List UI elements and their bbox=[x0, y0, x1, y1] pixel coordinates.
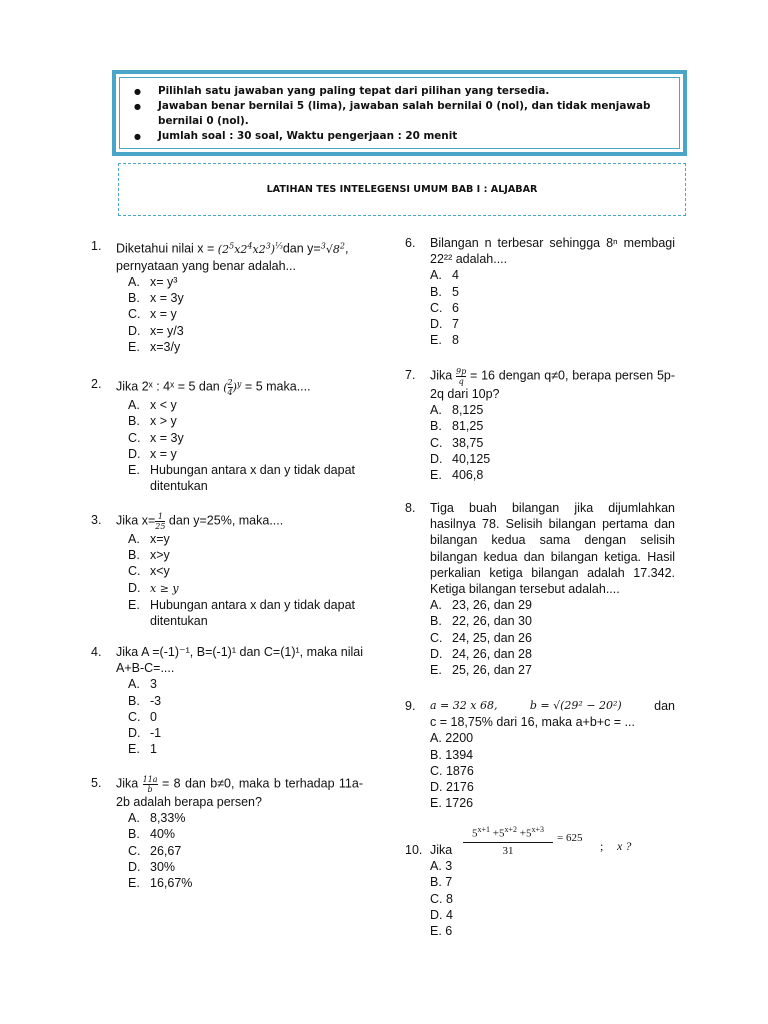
options-list bbox=[128, 397, 363, 494]
option-b[interactable]: B. 22, 26, dan 30 bbox=[430, 614, 532, 629]
option-d[interactable]: D. 30% bbox=[128, 859, 176, 874]
option-c[interactable]: C. x<y bbox=[128, 564, 170, 579]
option-e[interactable]: E. 25, 26, dan 27 bbox=[430, 663, 532, 678]
option-c[interactable]: C. 24, 25, dan 26 bbox=[430, 630, 532, 645]
formula-b: b = √(29² − 20²) bbox=[529, 699, 622, 712]
option-b[interactable]: B. 1394 bbox=[430, 747, 474, 762]
formula-x: $(2^5x2^4x2^3)^{\frac{1}{3}}$ bbox=[217, 241, 283, 256]
option-a[interactable]: A. 3 bbox=[430, 859, 453, 874]
question-number: 10. bbox=[405, 843, 423, 857]
question-1 bbox=[91, 238, 363, 355]
question-stem bbox=[430, 367, 675, 402]
formula-y: $^3√8^2$ bbox=[320, 241, 345, 256]
options-list bbox=[128, 810, 363, 891]
question-stem: Tiga buah bilangan jika dijumlahkan hasilnya 78. Selisih bilangan pertama dan bilangan kedua sama dengan selisih bilangan kedua dan bilangan ketiga. Hasil perkalian ketiga bilangan adalah 17.342. Ketiga bilangan tersebut adalah.... bbox=[430, 501, 675, 597]
question-stem bbox=[116, 775, 363, 810]
option-c[interactable]: C. x = y bbox=[128, 307, 177, 322]
option-b[interactable]: B. 40% bbox=[128, 827, 176, 842]
formula-a: a = 32 x 68, bbox=[430, 699, 498, 712]
option-a[interactable]: A. 23, 26, dan 29 bbox=[430, 598, 532, 613]
question-10 bbox=[405, 822, 675, 939]
option-b[interactable]: B. x = 3y bbox=[128, 291, 184, 306]
question-stem: Jika bbox=[430, 843, 453, 857]
question-number: 4. bbox=[91, 645, 102, 659]
option-d[interactable]: D. -1 bbox=[128, 726, 162, 741]
instruction-item: ● Pilihlah satu jawaban yang paling tepat dari pilihan yang tersedia. bbox=[134, 84, 673, 99]
option-d[interactable]: D. x= y/3 bbox=[128, 323, 184, 338]
question-5 bbox=[91, 775, 363, 891]
option-d[interactable]: D. 7 bbox=[430, 317, 459, 332]
option-d[interactable]: D. x ≥ y bbox=[128, 580, 179, 595]
stem-text: dan y= bbox=[282, 241, 321, 256]
page-title: LATIHAN TES INTELEGENSI UMUM BAB I : ALJABAR bbox=[266, 184, 538, 195]
question-number: 9. bbox=[405, 699, 416, 713]
option-d[interactable]: D. 4 bbox=[430, 907, 453, 922]
question-4 bbox=[91, 644, 363, 757]
formula-exponents: $5^{x+1} +5^{x+2} +5^{x+3}$ 31 bbox=[463, 822, 553, 859]
formula-fraction: $\frac{9p}{q}$ bbox=[456, 367, 467, 386]
formula-fraction: $\frac{11a}{b}$ bbox=[142, 775, 158, 794]
options-list bbox=[430, 730, 675, 811]
option-c[interactable]: C. x = 3y bbox=[128, 430, 184, 445]
option-b[interactable]: B. 81,25 bbox=[430, 419, 484, 434]
option-e[interactable]: E. 8 bbox=[430, 333, 459, 348]
stem-text: = 8 dan b≠0, maka b terhadap 11a-2b adalah berapa persen? bbox=[116, 776, 363, 809]
options-list bbox=[128, 274, 363, 355]
instructions-list bbox=[134, 84, 673, 144]
option-c[interactable]: C. 8 bbox=[430, 891, 453, 906]
question-stem: Bilangan n terbesar sehingga 8ⁿ membagi 22²² adalah.... bbox=[430, 236, 675, 267]
question-number: 2. bbox=[91, 377, 102, 391]
option-b[interactable]: B. x > y bbox=[128, 414, 177, 429]
question-7 bbox=[405, 367, 675, 483]
option-a[interactable]: A. x= y³ bbox=[128, 275, 178, 290]
question-number: 7. bbox=[405, 368, 416, 382]
question-3 bbox=[91, 512, 363, 629]
instructions-box bbox=[112, 70, 687, 156]
option-b[interactable]: B. 7 bbox=[430, 875, 453, 890]
option-e[interactable]: E. 16,67% bbox=[128, 876, 193, 891]
stem-text: pernyataan yang benar adalah... bbox=[116, 258, 296, 273]
formula-question: x ? bbox=[617, 839, 632, 853]
option-e[interactable]: E. 6 bbox=[430, 924, 453, 939]
question-number: 3. bbox=[91, 513, 102, 527]
option-a[interactable]: A. x=y bbox=[128, 532, 170, 546]
question-2 bbox=[91, 376, 363, 494]
formula-fraction: ( $\frac{2}{4}$ )$^y$ bbox=[223, 378, 242, 398]
question-stem bbox=[116, 376, 363, 397]
stem-text: = 5 maka.... bbox=[241, 379, 311, 394]
formula-c: c = 18,75% dari 16, maka a+b+c = ... bbox=[430, 715, 635, 730]
option-e[interactable]: E. Hubungan antara x dan y tidak dapat ditentukan bbox=[128, 597, 356, 629]
options-list bbox=[128, 531, 363, 629]
option-a[interactable]: A. 8,33% bbox=[128, 811, 186, 826]
option-d[interactable]: D. 2176 bbox=[430, 780, 474, 795]
question-number: 5. bbox=[91, 776, 102, 790]
question-number: 1. bbox=[91, 239, 102, 253]
question-stem bbox=[116, 512, 363, 531]
options-list bbox=[430, 267, 675, 348]
option-e[interactable]: E. 1726 bbox=[430, 796, 474, 811]
question-number: 8. bbox=[405, 501, 416, 515]
option-c[interactable]: C. 26,67 bbox=[128, 843, 182, 858]
question-6 bbox=[405, 235, 675, 348]
stem-text: dan y=25%, maka.... bbox=[165, 513, 284, 528]
option-c[interactable]: C. 0 bbox=[128, 709, 157, 724]
option-a[interactable]: A. 2200 bbox=[430, 731, 474, 746]
formula-equals: = 625 bbox=[557, 832, 583, 844]
question-9 bbox=[405, 698, 675, 811]
stem-text: Jika 2ˣ : 4ˣ = 5 dan bbox=[116, 379, 224, 394]
options-list bbox=[430, 597, 675, 678]
title-box bbox=[118, 163, 686, 216]
option-d[interactable]: D. 24, 26, dan 28 bbox=[430, 646, 532, 661]
question-number: 6. bbox=[405, 236, 416, 250]
question-8 bbox=[405, 500, 675, 678]
stem-text: Jika bbox=[430, 368, 457, 383]
options-list bbox=[430, 402, 675, 483]
option-e[interactable]: E. 1 bbox=[128, 742, 157, 757]
option-e[interactable]: E. x=3/y bbox=[128, 339, 181, 354]
option-a[interactable]: A. x < y bbox=[128, 398, 177, 413]
option-c[interactable]: C. 38,75 bbox=[430, 435, 484, 450]
option-c[interactable]: C. 1876 bbox=[430, 763, 474, 778]
option-d[interactable]: D. 40,125 bbox=[430, 451, 491, 466]
option-e[interactable]: E. Hubungan antara x dan y tidak dapat ditentukan bbox=[128, 462, 356, 494]
option-a[interactable]: A. 8,125 bbox=[430, 403, 484, 418]
options-list bbox=[128, 676, 363, 757]
formula-fraction: $\frac{1}{25}$ bbox=[155, 512, 166, 531]
option-b[interactable]: B. 5 bbox=[430, 284, 459, 299]
option-b[interactable]: B. -3 bbox=[128, 693, 162, 708]
instruction-item: ● Jumlah soal : 30 soal, Waktu pengerjaan : 20 menit bbox=[134, 129, 673, 144]
stem-text: , bbox=[344, 241, 349, 256]
stem-text: = 16 dengan q≠0, berapa persen 5p-2q dari 10p? bbox=[430, 368, 676, 401]
options-list bbox=[430, 858, 675, 939]
question-stem: Jika A =(-1)⁻¹, B=(-1)¹ dan C=(1)¹, maka nilai A+B-C=.... bbox=[116, 645, 363, 676]
option-c[interactable]: C. 6 bbox=[430, 300, 459, 315]
option-a[interactable]: A. 3 bbox=[128, 677, 157, 692]
option-b[interactable]: B. x>y bbox=[128, 548, 170, 563]
stem-text: Diketahui nilai x = bbox=[116, 241, 218, 256]
option-d[interactable]: D. x = y bbox=[128, 446, 177, 461]
question-stem bbox=[116, 238, 363, 274]
stem-text: Jika bbox=[116, 776, 143, 791]
question-stem bbox=[430, 698, 675, 730]
stem-text: Jika x= bbox=[116, 513, 156, 528]
formula-semicolon: ; bbox=[600, 839, 604, 853]
instruction-item: ● Jawaban benar bernilai 5 (lima), jawaban salah bernilai 0 (nol), dan tidak menjawab bernilai 0 (nol). bbox=[134, 99, 673, 129]
stem-text: dan bbox=[654, 699, 675, 713]
option-e[interactable]: E. 406,8 bbox=[430, 468, 484, 483]
option-a[interactable]: A. 4 bbox=[430, 268, 459, 283]
